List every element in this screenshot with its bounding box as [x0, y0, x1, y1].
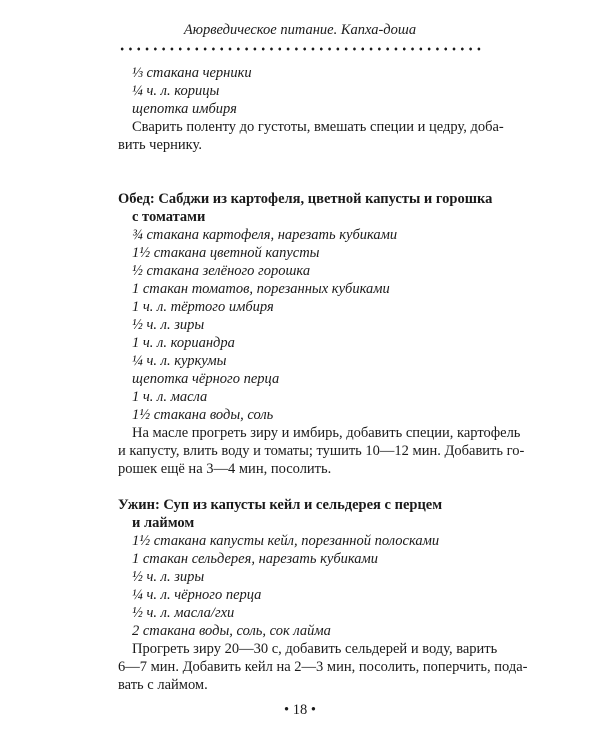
- dinner-title-cont: и лаймом: [132, 515, 195, 531]
- instruction-line: вать с лаймом.: [118, 677, 208, 693]
- instruction-line: и капусту, влить воду и томаты; тушить 10—12 мин. Добавить го-: [118, 443, 525, 459]
- ingredient-line: 2 стакана воды, соль, сок лайма: [132, 623, 331, 639]
- ingredient-line: ¼ ч. л. чёрного перца: [132, 587, 262, 603]
- instruction-line: Сварить поленту до густоты, вмешать специи и цедру, доба-: [132, 119, 504, 135]
- dotted-rule: [118, 47, 483, 51]
- ingredient-line: 1½ стакана воды, соль: [132, 407, 274, 423]
- ingredient-line: ½ ч. л. зиры: [132, 317, 205, 333]
- ingredient-line: 1 стакан сельдерея, нарезать кубиками: [132, 551, 379, 567]
- lunch-title: Обед: Сабджи из картофеля, цветной капусты и горошка: [118, 191, 493, 207]
- instruction-line: 6—7 мин. Добавить кейл на 2—3 мин, посолить, поперчить, пода-: [118, 659, 528, 675]
- instruction-line: На масле прогреть зиру и имбирь, добавить специи, картофель: [132, 425, 521, 441]
- ingredient-line: щепотка чёрного перца: [132, 371, 280, 387]
- ingredient-line: ¼ ч. л. корицы: [132, 83, 220, 99]
- ingredient-line: ⅓ стакана черники: [132, 65, 252, 81]
- dinner-title: Ужин: Суп из капусты кейл и сельдерея с перцем: [118, 497, 443, 513]
- ingredient-line: ½ ч. л. зиры: [132, 569, 205, 585]
- section-gap: [118, 478, 485, 496]
- running-title: Аюрведическое питание. Капха-доша: [183, 22, 417, 38]
- instruction-line: Прогреть зиру 20—30 с, добавить сельдерей и воду, варить: [132, 641, 498, 657]
- instruction-line: рошек ещё на 3—4 мин, посолить.: [118, 461, 332, 477]
- ingredient-line: ½ ч. л. масла/гхи: [132, 605, 235, 621]
- section-gap: [118, 154, 485, 172]
- ingredient-line: ¾ стакана картофеля, нарезать кубиками: [132, 227, 398, 243]
- ingredient-line: 1 ч. л. тёртого имбиря: [132, 299, 274, 315]
- page-number: • 18 •: [284, 702, 316, 718]
- ingredient-line: 1½ стакана капусты кейл, порезанной полосками: [132, 533, 440, 549]
- lunch-title-cont: с томатами: [132, 209, 206, 225]
- ingredient-line: ½ стакана зелёного горошка: [132, 263, 311, 279]
- section-gap: [118, 172, 485, 190]
- instruction-line: вить чернику.: [118, 137, 202, 153]
- ingredient-line: 1 ч. л. масла: [132, 389, 208, 405]
- page-body: [118, 64, 528, 694]
- ingredient-line: 1 стакан томатов, порезанных кубиками: [132, 281, 390, 297]
- ingredient-line: 1 ч. л. кориандра: [132, 335, 235, 351]
- ingredient-line: 1½ стакана цветной капусты: [132, 245, 320, 261]
- ingredient-line: ¼ ч. л. куркумы: [132, 353, 227, 369]
- ingredient-line: щепотка имбиря: [132, 101, 237, 117]
